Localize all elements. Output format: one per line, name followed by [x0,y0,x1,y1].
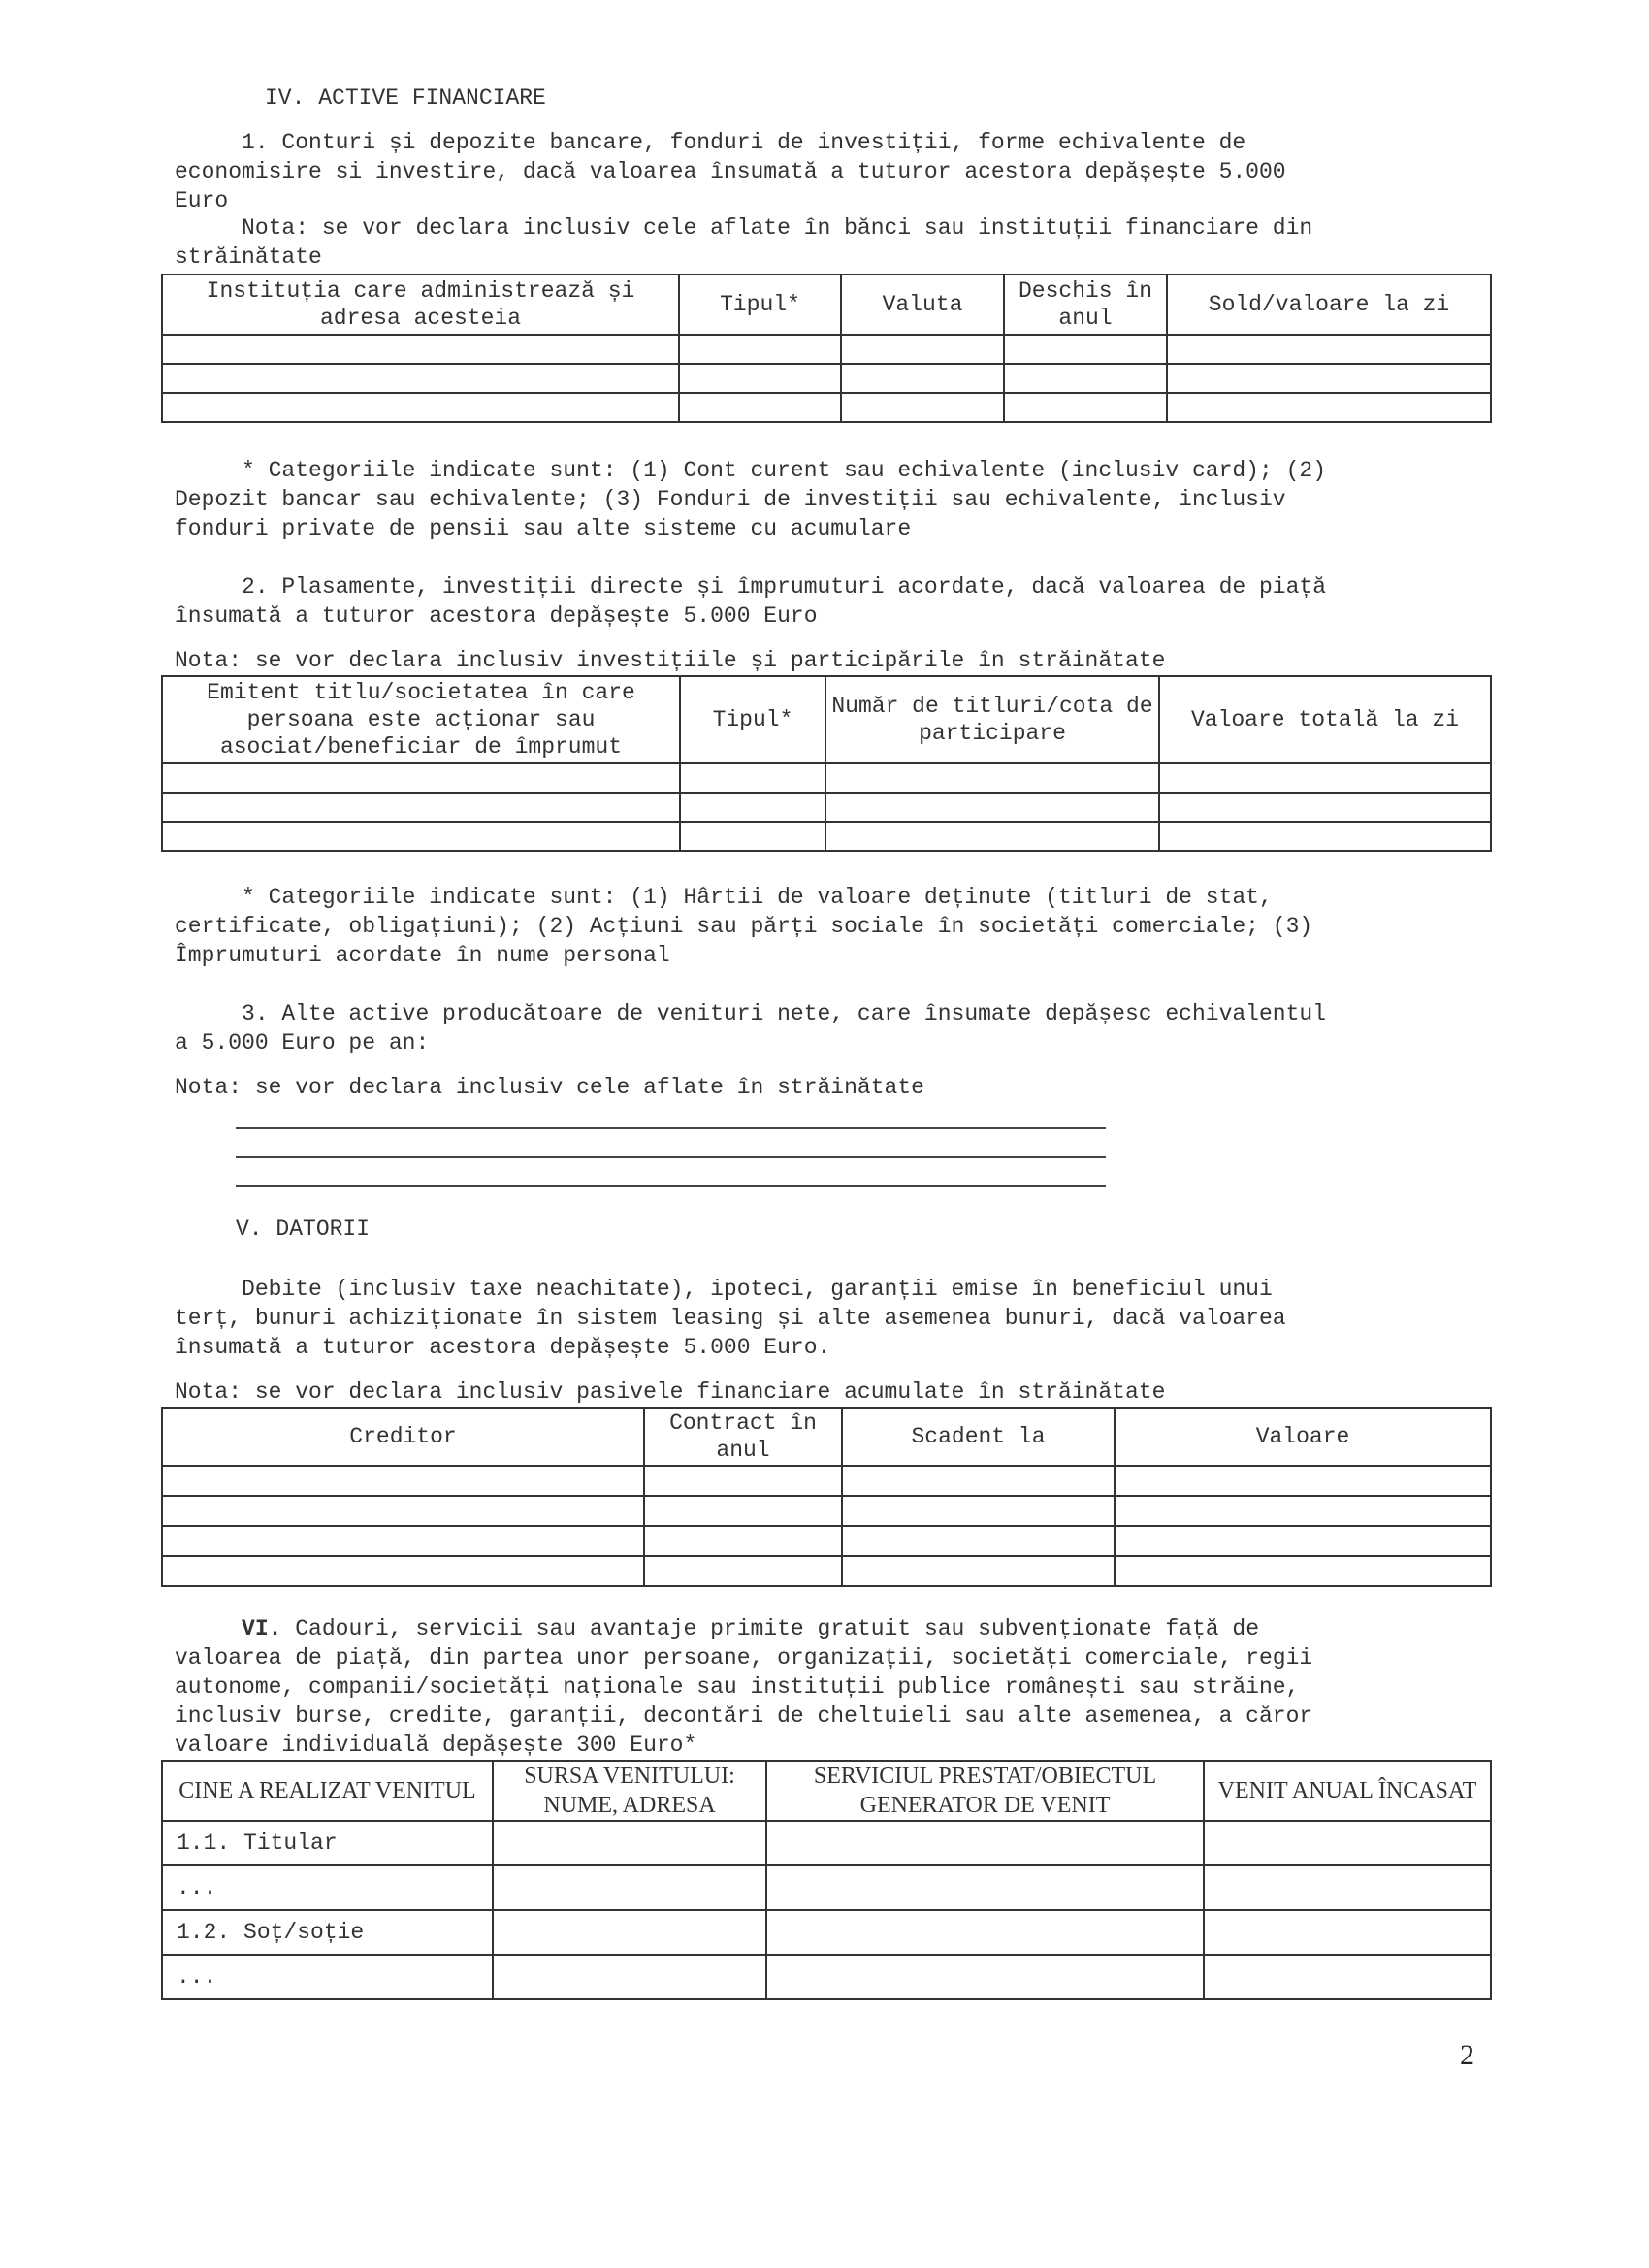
section-vi-title: VI. [242,1616,282,1641]
table-row [162,1821,1491,1865]
col-total-value: Valoare totală la zi [1159,676,1491,763]
fill-line[interactable] [236,1127,1106,1129]
col-value: Valoare [1115,1408,1491,1466]
p1-line-2: economisire si investire, dacă valoarea însumată a tuturor acestora depășește 5.000 [175,159,1286,184]
p1-note-line-2: străinătate [175,244,322,270]
table-row [162,793,1491,822]
section-v-title: V. DATORII [236,1216,371,1242]
p2-line-1: 2. Plasamente, investiții directe și împrumuturi acordate, dacă valoarea de piață [175,574,1326,599]
p1-footnote-line-2: Depozit bancar sau echivalente; (3) Fonduri de investiții sau echivalente, inclusiv [175,487,1286,512]
p1-note [175,213,1312,272]
p3-line-2: a 5.000 Euro pe an: [175,1030,430,1055]
p2-footnote [175,883,1312,970]
table-row [162,822,1491,851]
col-service: SERVICIUL PRESTAT/OBIECTUL GENERATOR DE VENIT [766,1761,1204,1821]
v-line-2: terț, bunuri achiziționate în sistem leasing și alte asemenea bunuri, dacă valoarea [175,1306,1286,1331]
vi-line-1: VI. Cadouri, servicii sau avantaje primite gratuit sau subvenționate față de [242,1616,1260,1641]
p2-line-2: însumată a tuturor acestora depășește 5.000 Euro [175,603,818,629]
accounts-table [161,274,1492,423]
section-v-text [175,1275,1286,1362]
v-line-1: Debite (inclusiv taxe neachitate), ipoteci, garanții emise în beneficiul unui [175,1277,1273,1302]
table-header-row [162,275,1491,335]
v-line-3: însumată a tuturor acestora depășește 5.000 Euro. [175,1335,831,1360]
p2-footnote-line-2: certificate, obligațiuni); (2) Acțiuni sau părți sociale în societăți comerciale; (3) [175,914,1313,939]
col-creditor: Creditor [162,1408,644,1466]
table-header-row [162,1408,1491,1466]
vi-line-5: valoare individuală depășește 300 Euro* [175,1733,697,1758]
table-header-row [162,1761,1491,1821]
page-number: 2 [1460,2039,1474,2071]
p1-line-1: 1. Conturi și depozite bancare, fonduri de investiții, forme echivalente de [175,130,1246,155]
col-currency: Valuta [841,275,1004,335]
row-label: 1.1. Titular [162,1821,493,1865]
p2-footnote-line-3: Împrumuturi acordate în nume personal [175,943,670,968]
col-source: SURSA VENITULUI: NUME, ADRESA [493,1761,766,1821]
fill-line[interactable] [236,1185,1106,1187]
table-row [162,763,1491,793]
section-vi-text [175,1614,1312,1760]
p2-footnote-line-1: * Categoriile indicate sunt: (1) Hârtii de valoare deținute (titluri de stat, [175,885,1273,910]
vi-line-4: inclusiv burse, credite, garanții, decontări de cheltuieli sau alte asemenea, a căror [175,1703,1313,1729]
vi-line-2: valoarea de piață, din partea unor persoane, organizații, societăți comerciale, regii [175,1645,1313,1670]
fill-line[interactable] [236,1156,1106,1158]
p3-note: Nota: se vor declara inclusiv cele aflate în străinătate [175,1075,924,1100]
col-opened-year: Deschis în anul [1004,275,1167,335]
col-due: Scadent la [842,1408,1115,1466]
table-row [162,364,1491,393]
col-balance: Sold/valoare la zi [1167,275,1491,335]
p1-footnote-line-1: * Categoriile indicate sunt: (1) Cont curent sau echivalente (inclusiv card); (2) [175,458,1326,483]
section-iv-title: IV. ACTIVE FINANCIARE [265,85,546,111]
vi-line-3: autonome, companii/societăți naționale sau instituții publice românești sau străine, [175,1674,1300,1700]
investments-table [161,675,1492,852]
p1-line-3: Euro [175,188,229,213]
col-issuer: Emitent titlu/societatea în care persoana este acționar sau asociat/beneficiar de împrumut [162,676,680,763]
col-recipient: CINE A REALIZAT VENITUL [162,1761,493,1821]
table-row [162,1496,1491,1526]
table-header-row [162,676,1491,763]
col-type: Tipul* [679,275,841,335]
p1-footnote [175,456,1326,543]
row-label: ... [162,1955,493,1999]
debts-table [161,1407,1492,1587]
col-shares: Număr de titluri/cota de participare [825,676,1159,763]
section-v-note: Nota: se vor declara inclusiv pasivele financiare acumulate în străinătate [175,1379,1166,1405]
row-label: ... [162,1865,493,1910]
col-annual-income: VENIT ANUAL ÎNCASAT [1204,1761,1491,1821]
p3-text [175,999,1326,1057]
table-row [162,393,1491,422]
p1-note-line-1: Nota: se vor declara inclusiv cele aflate în bănci sau instituții financiare din [175,215,1313,241]
table-row [162,1910,1491,1955]
table-row [162,335,1491,364]
table-row [162,1955,1491,1999]
p3-line-1: 3. Alte active producătoare de venituri nete, care însumate depășesc echivalentul [175,1001,1326,1026]
col-type: Tipul* [680,676,825,763]
p1-footnote-line-3: fonduri private de pensii sau alte sisteme cu acumulare [175,516,912,541]
table-row [162,1526,1491,1556]
p2-note: Nota: se vor declara inclusiv investițiile și participările în străinătate [175,648,1166,673]
gifts-table [161,1760,1492,2000]
col-institution: Instituția care administrează și adresa acesteia [162,275,679,335]
col-contract-year: Contract în anul [644,1408,842,1466]
table-row [162,1466,1491,1496]
p2-text [175,572,1326,631]
row-label: 1.2. Soț/soție [162,1910,493,1955]
table-row [162,1556,1491,1586]
table-row [162,1865,1491,1910]
p1-text [175,128,1286,215]
